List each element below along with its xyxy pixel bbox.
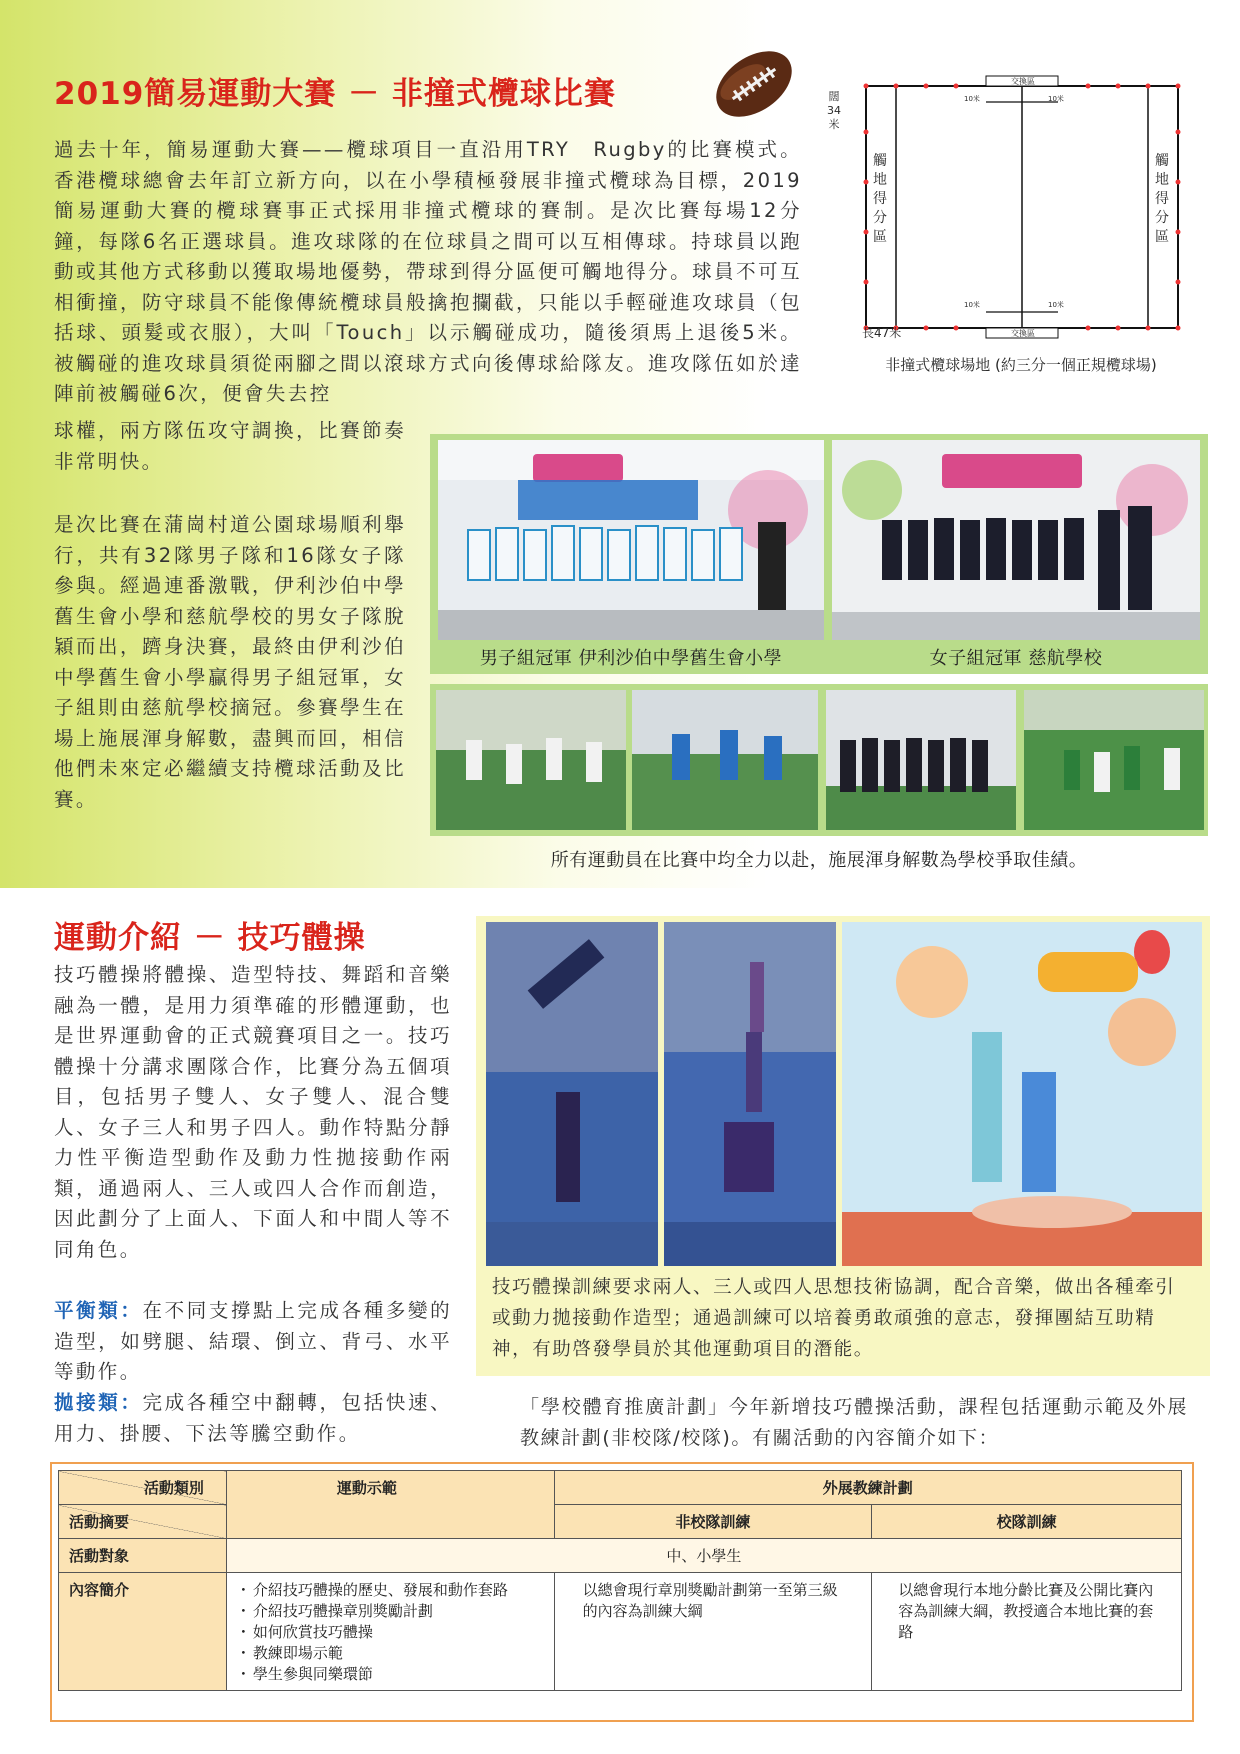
target-row-header: 活動對象 <box>59 1539 227 1573</box>
rugby-ball-icon <box>706 40 802 126</box>
team-column-header: 校隊訓練 <box>872 1505 1182 1539</box>
rugby-section-title: 2019簡易運動大賽 － 非撞式欖球比賽 <box>54 76 616 112</box>
match-image <box>632 690 818 830</box>
ten-metre-label: 10米 <box>1048 95 1064 103</box>
gymnastics-section-title: 運動介紹 － 技巧體操 <box>54 920 366 956</box>
gymnastics-photo-2 <box>664 922 836 1266</box>
ten-metre-label: 10米 <box>964 95 980 103</box>
field-diagram-caption: 非撞式欖球場地 (約三分一個正規欖球場) <box>885 356 1157 374</box>
match-photo-1 <box>436 690 626 830</box>
match-image <box>826 690 1016 830</box>
team-content: 以總會現行本地分齡比賽及公開比賽內容為訓練大綱，教授適合本地比賽的套路 <box>872 1573 1182 1691</box>
list-item: ・ 教練即場示範 <box>251 1642 544 1663</box>
boys-champion-caption: 男子組冠軍 伊利沙伯中學舊生會小學 <box>479 648 783 669</box>
table-corner-top: 活動類別 <box>59 1471 227 1505</box>
field-width-label: 闊34米 <box>827 90 841 131</box>
content-row-header: 內容簡介 <box>59 1573 227 1691</box>
non-team-content: 以總會現行章別獎勵計劃第一至第三級的內容為訓練大綱 <box>554 1573 872 1691</box>
list-item: ・ 介紹技巧體操的歷史、發展和動作套路 <box>251 1579 544 1600</box>
gymnastics-image <box>664 922 836 1266</box>
match-photo-2 <box>632 690 818 830</box>
gymnastics-image <box>486 922 658 1266</box>
gymnastics-intro-paragraph: 技巧體操將體操、造型特技、舞蹈和音樂融為一體，是用力須準確的形體運動，也是世界運動會的正式競賽項目之一。技巧體操十分講求團隊合作，比賽分為五個項目，包括男子雙人、女子雙人、混合雙人、女子三人和男子四人。動作特點分靜力性平衡造型動作及動力性拋接動作兩類，通過兩人、三人或四人合作而創造，因此劃分了上面人、下面人和中間人等不同角色。 <box>54 963 452 1261</box>
list-item: ・ 如何欣賞技巧體操 <box>251 1621 544 1642</box>
demo-content-cell <box>226 1573 554 1691</box>
balance-label: 平衡類： <box>54 1299 143 1322</box>
ten-metre-label: 10米 <box>1048 301 1064 309</box>
table-corner-bottom: 活動摘要 <box>59 1505 227 1539</box>
rugby-intro-paragraph: 過去十年，簡易運動大賽——欖球項目一直沿用TRY Rugby的比賽模式。香港欖球總會去年訂立新方向，以在小學積極發展非撞式欖球為目標，2019簡易運動大賽的欖球賽事正式採用非撞式欖球的賽制。是次比賽每場12分鐘，每隊6名正選球員。進攻球隊的在位球員之間可以互相傳球。持球員以跑動或其他方式移動以獲取場地優勢，帶球到得分區便可觸地得分。球員不可互相衝撞，防守球員不能像傳統欖球員般擒抱攔截，只能以手輕碰進攻球員（包括球、頭髮或衣服），大叫「Touch」以示觸碰成功，隨後須馬上退後5米。被觸碰的進攻球員須從兩腳之間以滾球方式向後傳球給隊友。進攻隊伍如於達陣前被觸碰6次，便會失去控 <box>54 138 802 405</box>
balance-text: 在不同支撐點上完成各種多變的造型，如劈腿、結環、倒立、背弓、水平等動作。 <box>54 1299 452 1383</box>
target-value: 中、小學生 <box>226 1539 1181 1573</box>
rugby-result-paragraph: 是次比賽在蒲崗村道公園球場順利舉行，共有32隊男子隊和16隊女子隊參與。經過連番激戰，伊利沙伯中學舊生會小學和慈航學校的男女子隊脫穎而出，躋身決賽，最終由伊利沙伯中學舊生會小學贏得男子組冠軍，女子組則由慈航學校摘冠。參賽學生在場上施展渾身解數，盡興而回，相信他們未來定必繼續支持欖球活動及比賽。 <box>54 513 406 811</box>
match-photo-4 <box>1024 690 1204 830</box>
exchange-zone-top-label: 交換區 <box>1011 77 1035 86</box>
girls-team-image <box>832 440 1200 640</box>
throw-paragraph <box>54 1388 452 1449</box>
girls-champion-caption: 女子組冠軍 慈航學校 <box>929 648 1103 669</box>
list-item: ・ 介紹技巧體操章別獎勵計劃 <box>251 1600 544 1621</box>
match-image <box>1024 690 1204 830</box>
gymnastics-photo-caption: 技巧體操訓練要求兩人、三人或四人思想技術協調，配合音樂，做出各種牽引或動力拋接動作造型；通過訓練可以培養勇敢頑強的意志，發揮團結互助精神，有助啓發學員於其他運動項目的潛能。 <box>492 1277 1176 1360</box>
gymnastics-photo-3 <box>842 922 1202 1266</box>
throw-label: 拋接類： <box>54 1391 143 1414</box>
rugby-intro-paragraph-tail: 球權，兩方隊伍攻守調換，比賽節奏非常明快。 <box>54 419 406 473</box>
outreach-column-header: 外展教練計劃 <box>554 1471 1181 1505</box>
ten-metre-label: 10米 <box>964 301 980 309</box>
match-photo-3 <box>826 690 1016 830</box>
right-try-zone-label: 觸地得分區 <box>1155 153 1169 245</box>
demo-content-list <box>237 1579 544 1684</box>
throw-text: 完成各種空中翻轉，包括快速、用力、掛腰、下法等騰空動作。 <box>54 1391 452 1445</box>
demo-column-header: 運動示範 <box>226 1471 554 1539</box>
list-item: ・ 學生參與同樂環節 <box>251 1663 544 1684</box>
balance-paragraph <box>54 1296 452 1388</box>
girls-champion-photo <box>832 440 1200 640</box>
non-team-column-header: 非校隊訓練 <box>554 1505 872 1539</box>
match-photos-caption: 所有運動員在比賽中均全力以赴，施展渾身解數為學校爭取佳績。 <box>550 850 1088 871</box>
boys-champion-photo <box>438 440 824 640</box>
field-length-label: 長47米 <box>862 326 902 340</box>
match-image <box>436 690 626 830</box>
programme-intro: 「學校體育推廣計劃」今年新增技巧體操活動，課程包括運動示範及外展教練計劃(非校隊/校隊)。有關活動的內容簡介如下： <box>520 1396 1188 1449</box>
left-try-zone-label: 觸地得分區 <box>873 153 887 245</box>
gymnastics-photo-1 <box>486 922 658 1266</box>
gymnastics-image <box>842 922 1202 1266</box>
rugby-field-diagram <box>826 72 1200 378</box>
exchange-zone-bottom-label: 交換區 <box>1011 329 1035 338</box>
boys-team-image <box>438 440 824 640</box>
activity-table <box>58 1470 1182 1691</box>
